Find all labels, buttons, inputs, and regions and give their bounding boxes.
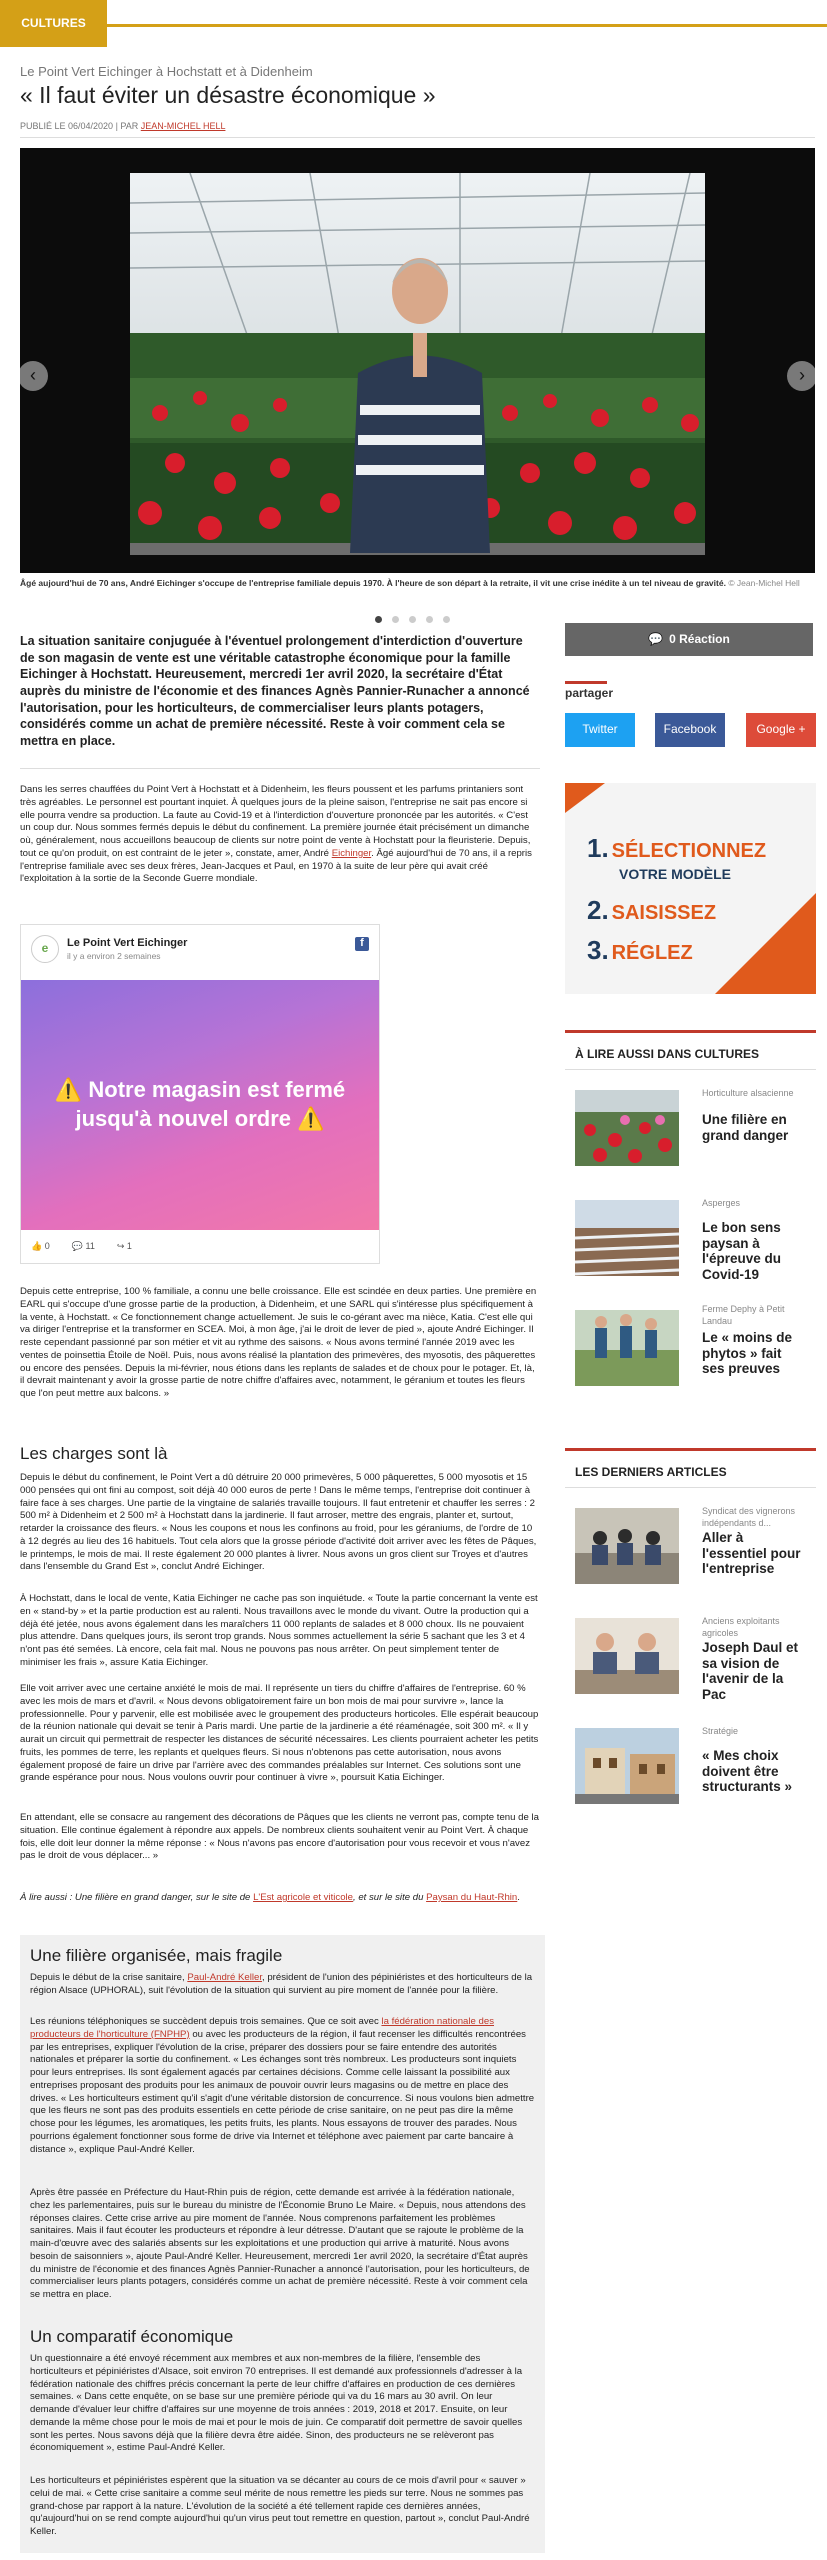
- photo-caption: [20, 578, 815, 589]
- share-icon: ↪: [116, 1241, 125, 1251]
- section-accent: [565, 1030, 816, 1033]
- article-kicker: Stratégie: [702, 1726, 739, 1736]
- also-read-text: .: [517, 1892, 520, 1903]
- article-kicker: Horticulture alsacienne: [702, 1088, 794, 1098]
- person-link[interactable]: Paul-André Keller: [187, 1972, 262, 1983]
- paragraph: Après être passée en Préfecture du Haut-Rhin puis de région, cette demande est arrivée à la fédération nationale, chez les parlementaires, puis sur le bureau du ministre de l'Économie Bruno Le Maire. « Depuis, nous attendons des réponses claires. Cette crise arrive au pire moment de l'année. Nous comprenons parfaitement les problèmes sanitaires. Mais il faut écouter les producteurs et répondre à leur détresse. D'autant que se rajoute le problème de la main-d'œuvre avec des salariés absents sur les exploitations et une production qui arrive à maturité. Nous avons besoin de saisonniers », ajoute Paul-André Keller. Heureusement, mercredi 1er avril 2020, la secrétaire d'État auprès du ministre de l'économie et des finances Agnès Pannier-Runacher a annoncé l'autorisation, pour les horticulteurs, de commercialiser leurs plants potagers, considérés comme un achat de première nécessité. Reste à voir comment cela se mettra en place.: [30, 2187, 530, 2300]
- section-accent: [565, 1448, 816, 1451]
- article-kicker: Le Point Vert Eichinger à Hochstatt et à Didenheim: [20, 64, 313, 79]
- ad-step-text: SAISISSEZ: [611, 902, 717, 924]
- photo-credit: © Jean-Michel Hell: [728, 578, 800, 588]
- facebook-icon[interactable]: f: [355, 937, 369, 951]
- article-link[interactable]: Joseph Daul et sa vision de l'avenir de la Pac: [702, 1640, 799, 1702]
- also-read-heading: À LIRE AUSSI DANS CULTURES: [575, 1047, 760, 1061]
- slider-dot[interactable]: [375, 616, 382, 623]
- paragraph: À Hochstatt, dans le local de vente, Katia Eichinger ne cache pas son inquiétude. « Toute la partie concernant la vente est en « stand-by » et la partie production est au ralenti. Nous travaillons avec le monde du vivant. Outre la production qui a déjà été jetée, nous avons également dans les maraîchers 11 000 replants de salades et 8 000 choux. Ils ne pouvaient plus attendre. Dans quelques jours, ils seront trop grands. Nous sommes actuellement la série 5 sachant que les 3 et 4 n'ont pas été semées. Là encore, cela fait mal. Nous ne pouvons pas nous arrêter. On peut simplement tenter de minimiser les frais », assure Katia Eichinger.: [20, 1593, 538, 1668]
- ad-step-number: 1.: [587, 833, 609, 863]
- paragraph: Un questionnaire a été envoyé récemment aux membres et aux non-membres de la filière, l'ensemble des horticulteurs et pépiniéristes d'Alsace, soit environ 70 entreprises. Il est demandé aux professionnels d'adresser à la fédération nationale des chiffres précis concernant la perte de leur chiffre d'affaires en production de ces dernières semaines. « Dans cette enquête, on se base sur une première période qui va du 16 mars au 30 avril. On leur demande d'évaluer leur chiffre d'affaires sur une moyenne de trois années : 2019, 2018 et 2017. Ensuite, on leur demande la même chose pour le mois de mai et pour le mois de juin. Ce comparatif doit permettre de savoir quelles sont les pertes. Nous savons déjà que la filière devra être aidée. Sinon, des producteurs ne se relèveront pas économiquement », estime Paul-André Keller.: [30, 2353, 523, 2454]
- slider-dots: [375, 616, 450, 623]
- slider-dot[interactable]: [443, 616, 450, 623]
- slider-next[interactable]: [787, 361, 815, 391]
- article-thumbnail[interactable]: [575, 1090, 679, 1166]
- also-read-line: [20, 1892, 540, 1905]
- divider: [20, 768, 540, 769]
- paragraph-text: Depuis le début de la crise sanitaire,: [30, 1972, 185, 1983]
- article-link[interactable]: Le « moins de phytos » fait ses preuves: [702, 1330, 793, 1377]
- ad-step-number: 3.: [587, 935, 609, 965]
- article-photo: [130, 173, 705, 555]
- article-link[interactable]: Aller à l'essentiel pour l'entreprise: [702, 1530, 801, 1577]
- paragraph-text: Les réunions téléphoniques se succèdent depuis trois semaines. Que ce soit avec: [30, 2016, 379, 2027]
- article-link[interactable]: Le bon sens paysan à l'épreuve du Covid-19: [702, 1220, 781, 1282]
- author-link[interactable]: JEAN-MICHEL HELL: [140, 121, 226, 131]
- article-thumbnail[interactable]: [575, 1728, 679, 1804]
- person-link[interactable]: Eichinger: [331, 847, 372, 859]
- ad-step-text: RÉGLEZ: [611, 942, 693, 964]
- publish-date: PUBLIÉ LE 06/04/2020 | PAR: [20, 121, 139, 131]
- likes-count[interactable]: [31, 1241, 50, 1253]
- shares-value: 1: [126, 1241, 132, 1251]
- article-meta: [20, 121, 225, 133]
- slider-dot[interactable]: [392, 616, 399, 623]
- comment-icon: 💬: [71, 1241, 83, 1251]
- paragraph: [30, 1972, 535, 1998]
- advertisement[interactable]: [565, 783, 816, 994]
- share-accent: [565, 681, 607, 684]
- paragraph-text: , président de l'union des pépiniéristes et des horticulteurs de la région Alsace (UPHORAL), suit l'évolution de la situation qui survient au pire moment de l'année pour la filière.: [30, 1972, 533, 1996]
- article-thumbnail[interactable]: [575, 1508, 679, 1584]
- paragraph-text: ou avec les producteurs de la région, il faut recenser les difficultés rencontrées par les entreprises, expliquer l'évolution de la crise, préparer des dossiers pour se faire entendre des autorités nationales et préparer la sortie du confinement. « Les échanges sont très nombreux. Les producteurs sont inquiets pour leurs entreprises. Ils sont également agacés par certaines décisions. Comme celle laissant la possibilité aux entreprises proposant des produits pour les animaux de pouvoir ouvrir leurs magasins ou de mettre en place des drives. « Les horticulteurs estiment qu'il s'agit d'une véritable distorsion de concurrence. Si nous voulons bien admettre que les fleurs ne sont pas des produits essentiels en cette période de crise sanitaire, on ne peut pas dire la même chose pour les légumes, les aromatiques, les petits fruits, les plants. Nous essayons de trouver des parades. Nous pourrions également fonctionner sous forme de drive via Internet et téléphone avec paiement par carte bancaire à distance », explique Paul-André Keller.: [30, 2028, 535, 2155]
- article-kicker: Ferme Dephy à Petit Landau: [702, 1304, 785, 1326]
- share-twitter-button[interactable]: Twitter: [565, 713, 635, 747]
- image-slider[interactable]: [20, 148, 815, 573]
- box-heading: Un comparatif économique: [30, 2327, 234, 2346]
- category-divider: [107, 24, 827, 27]
- divider: [565, 1487, 816, 1488]
- chevron-left-icon: ‹: [30, 365, 36, 386]
- also-read-text: À lire aussi : Une filière en grand danger, sur le site de: [20, 1892, 251, 1903]
- fb-stats: [31, 1241, 132, 1253]
- also-read-text: , et sur le site du: [353, 1892, 424, 1903]
- paragraph: Les horticulteurs et pépiniéristes espèrent que la situation va se décanter au cours de ce mois d'avril pour « sauver » celui de mai. « Cette crise sanitaire a comme seul mérite de nous remettre les pieds sur terre. Nous ne sommes pas grand-chose par rapport à la nature. L'évolution de la société a été tellement rapide ces dernières années, qu'aujourd'hui on se rend compte aujourd'hui qu'un virus peut tout remettre en question, partout », conclut Paul-André Keller.: [30, 2475, 530, 2537]
- paragraph: En attendant, elle se consacre au rangement des décorations de Pâques que les clients ne verront pas, compte tenu de la situation. Elle continue également à répondre aux appels. De nombreux clients souhaitent venir au Point Vert. À chaque fois, elle doit leur donner la même réponse : « Nous n'avons pas encore d'autorisation pour vous recevoir et vous n'avez pas le droit de vous déplacer... »: [20, 1812, 539, 1862]
- article-thumbnail[interactable]: [575, 1618, 679, 1694]
- paragraph: Depuis le début du confinement, le Point Vert a dû détruire 20 000 primevères, 5 000 pâquerettes, 5 000 myosotis et 15 000 pensées qui ont fini au compost, soit déjà 40 000 euros de perte ! Dans le même temps, l'entreprise doit continuer à faire face à ses charges. Une partie de la vingtaine de salariés travaille toujours. Il faut entretenir et chauffer les serres : 2 500 m² à Didenheim et 2 500 m² à Hochstatt dans la jardinerie. Il faut arroser, mettre des engrais, planter et, surtout, retarder la croissance des fleurs. « Nous les coupons et nous les confinons au froid, pour les géraniums, de l'ordre de 10 à 12 degrés au lieu des 16 habituels. Tout cela alors que la grosse période d'activité doit arriver avec les fêtes de Pâques, le printemps, le mois de mai. Il reste également 20 000 plantes à livrer. Nous avons un gros client sur Troyes et d'autres dans l'ensemble du Grand Est », conclut André Eichinger.: [20, 1472, 537, 1573]
- thumbs-up-icon: 👍: [31, 1241, 43, 1251]
- article-link[interactable]: Une filière en grand danger: [702, 1112, 789, 1143]
- article-thumbnail[interactable]: [575, 1200, 679, 1276]
- paragraph-text: . Âgé aujourd'hui de 70 ans, il a repris l'entreprise familiale avec ses deux frères, Jean-Jacques et Paul, en 1970 à la suite de leur père qui avait créé l'exploitation à la sortie de la Seconde Guerre mondiale.: [20, 847, 532, 885]
- article-kicker: Anciens exploitants agricoles: [702, 1616, 780, 1638]
- ad-step-number: 2.: [587, 895, 609, 925]
- ad-step-subtext: VOTRE MODÈLE: [619, 866, 732, 883]
- share-google-button[interactable]: Google +: [746, 713, 816, 747]
- brand-logo: e: [31, 935, 59, 963]
- article-thumbnail[interactable]: [575, 1310, 679, 1386]
- chevron-right-icon: ›: [799, 365, 805, 386]
- facebook-embed[interactable]: [20, 924, 380, 1264]
- article-kicker: Syndicat des vignerons indépendants d...: [702, 1506, 796, 1528]
- ad-step-3: [587, 933, 693, 967]
- paragraph: [20, 784, 540, 886]
- divider: [565, 1069, 816, 1070]
- fb-page-name[interactable]: Le Point Vert Eichinger: [67, 937, 188, 950]
- federation-link[interactable]: la fédération nationale des producteurs de l'horticulture (FNPHP): [30, 2016, 494, 2040]
- paragraph: Elle voit arriver avec une certaine anxiété le mois de mai. Il représente un tiers du chiffre d'affaires de l'entreprise. 60 % avec les mois de mars et d'avril. « Nous devons obligatoirement faire un bon mois de mai pour survivre », lance la professionnelle. Pour y parvenir, elle est mobilisée avec le groupement des producteurs horticoles. Elle espérait beaucoup de la réunion nationale qui devait se tenir à Paris mardi. Une partie de la jardinerie a été réaménagée, soit 300 m². « Il y aurait un circuit qui permettrait de respecter les distances de sécurité nécessaires. Les clients pourraient acheter les petits fruits, les pommes de terre, les replants et quelques fleurs. Si nous n'obtenons pas cette autorisation, nous avons également proposé de faire un drive par l'arrière avec des commandes préalables sur Internet. Ces solutions sont une grande espérance pour nous. Nous voulons ouvrir pour continuer à vivre », poursuit Katia Eichinger.: [20, 1683, 539, 1784]
- caption-text: Âgé aujourd'hui de 70 ans, André Eichinger s'occupe de l'entreprise familiale depuis 1970. À l'heure de son départ à la retraite, il vit une crise inédite à un tel niveau de gravité.: [20, 578, 726, 588]
- article-kicker: Asperges: [702, 1198, 741, 1208]
- ad-step-text: SÉLECTIONNEZ: [611, 840, 767, 862]
- likes-value: 0: [44, 1241, 50, 1251]
- latest-heading: LES DERNIERS ARTICLES: [575, 1465, 727, 1479]
- category-tag[interactable]: CULTURES: [0, 0, 107, 47]
- fb-post-image[interactable]: ⚠️ Notre magasin est fermé jusqu'à nouvel ordre ⚠️: [21, 980, 379, 1230]
- comments-value: 11: [85, 1241, 95, 1251]
- divider: [20, 137, 815, 138]
- paragraph-text: Dans les serres chauffées du Point Vert à Hochstatt et à Didenheim, les fleurs poussent et les parfums printaniers sont très agréables. Le personnel est pourtant inquiet. À quelques jours de la pleine saison, l'entreprise ne sait pas encore si elle pourra vendre sa production. La faute au Covid-19 et à l'interdiction d'ouverture prononcée par les autorités. « C'est un coup dur. Nous sommes fermés depuis le début du confinement. La première journée était précisément un dimanche où, généralement, nous accueillons beaucoup de clients sur notre point de vente à Hochstatt pour la fleuristerie. Depuis, tout ce qu'on produit, on est contraint de le jeter », constate, amer, André: [20, 784, 531, 859]
- external-link[interactable]: Paysan du Haut-Rhin: [426, 1892, 518, 1903]
- comment-icon: 💬: [648, 631, 664, 646]
- article-lead: La situation sanitaire conjuguée à l'éventuel prolongement d'interdiction d'ouverture de son magasin de vente est une véritable catastrophe économique pour la famille Eichinger à Hochstatt. Heureusement, mercredi 1er avril 2020, la secrétaire d'État auprès du ministre de l'économie et des finances Agnès Pannier-Runacher a annoncé l'autorisation, pour les horticulteurs, de commercialiser leurs plants potagers, considérés comme un achat de première nécessité. Reste à voir comment cela se mettra en place.: [20, 634, 530, 748]
- slider-prev[interactable]: [20, 361, 48, 391]
- reaction-label: 0 Réaction: [669, 631, 730, 646]
- ad-step-1: [587, 831, 766, 884]
- ad-step-2: [587, 893, 716, 927]
- paragraph: [30, 2016, 535, 2156]
- share-facebook-button[interactable]: Facebook: [655, 713, 725, 747]
- comments-count[interactable]: [72, 1241, 95, 1253]
- paragraph: Depuis cette entreprise, 100 % familiale, a connu une belle croissance. Elle est scindée en deux parties. Une première en EARL qui s'occupe d'une grosse partie de la production, à Didenheim, et une SARL qui s'intéresse plus spécifiquement à la vente, à Hochstatt. « Ce fonctionnement change actuellement. Je suis le co-gérant avec ma nièce, Katia. C'est elle qui va diriger l'entreprise et la transformer en SCEA. Moi, à mon âge, j'ai le droit de lever de pied », ajoute André Eichinger. Il reste cependant passionné par son métier et vit au rythme des saisons. « Nous avons terminé l'année 2019 avec les ventes de poinsettia Étoile de Noël. Puis, nous avons réalisé la plantation des primevères, des myosotis, des pâquerettes ou encore des pensées. Depuis la mi-février, nous étions dans les replants de salades et de choux pour le potager. Et, là, il devrait maintenant y avoir la grosse partie de notre chiffre d'affaires avec, notamment, le géranium et toutes les fleurs que l'on peut mettre aux balcons. »: [20, 1286, 537, 1399]
- article-link[interactable]: « Mes choix doivent être structurants »: [702, 1748, 793, 1795]
- share-heading: partager: [565, 686, 614, 700]
- reaction-button[interactable]: [565, 623, 813, 656]
- fb-post-time: il y a environ 2 semaines: [67, 950, 161, 961]
- fb-header: [31, 935, 187, 963]
- slider-dot[interactable]: [409, 616, 416, 623]
- section-heading: Les charges sont là: [20, 1444, 168, 1463]
- shares-count[interactable]: [117, 1241, 132, 1253]
- external-link[interactable]: L'Est agricole et viticole: [253, 1892, 354, 1903]
- slider-dot[interactable]: [426, 616, 433, 623]
- page-title: « Il faut éviter un désastre économique »: [20, 82, 436, 108]
- box-heading: Une filière organisée, mais fragile: [30, 1946, 283, 1965]
